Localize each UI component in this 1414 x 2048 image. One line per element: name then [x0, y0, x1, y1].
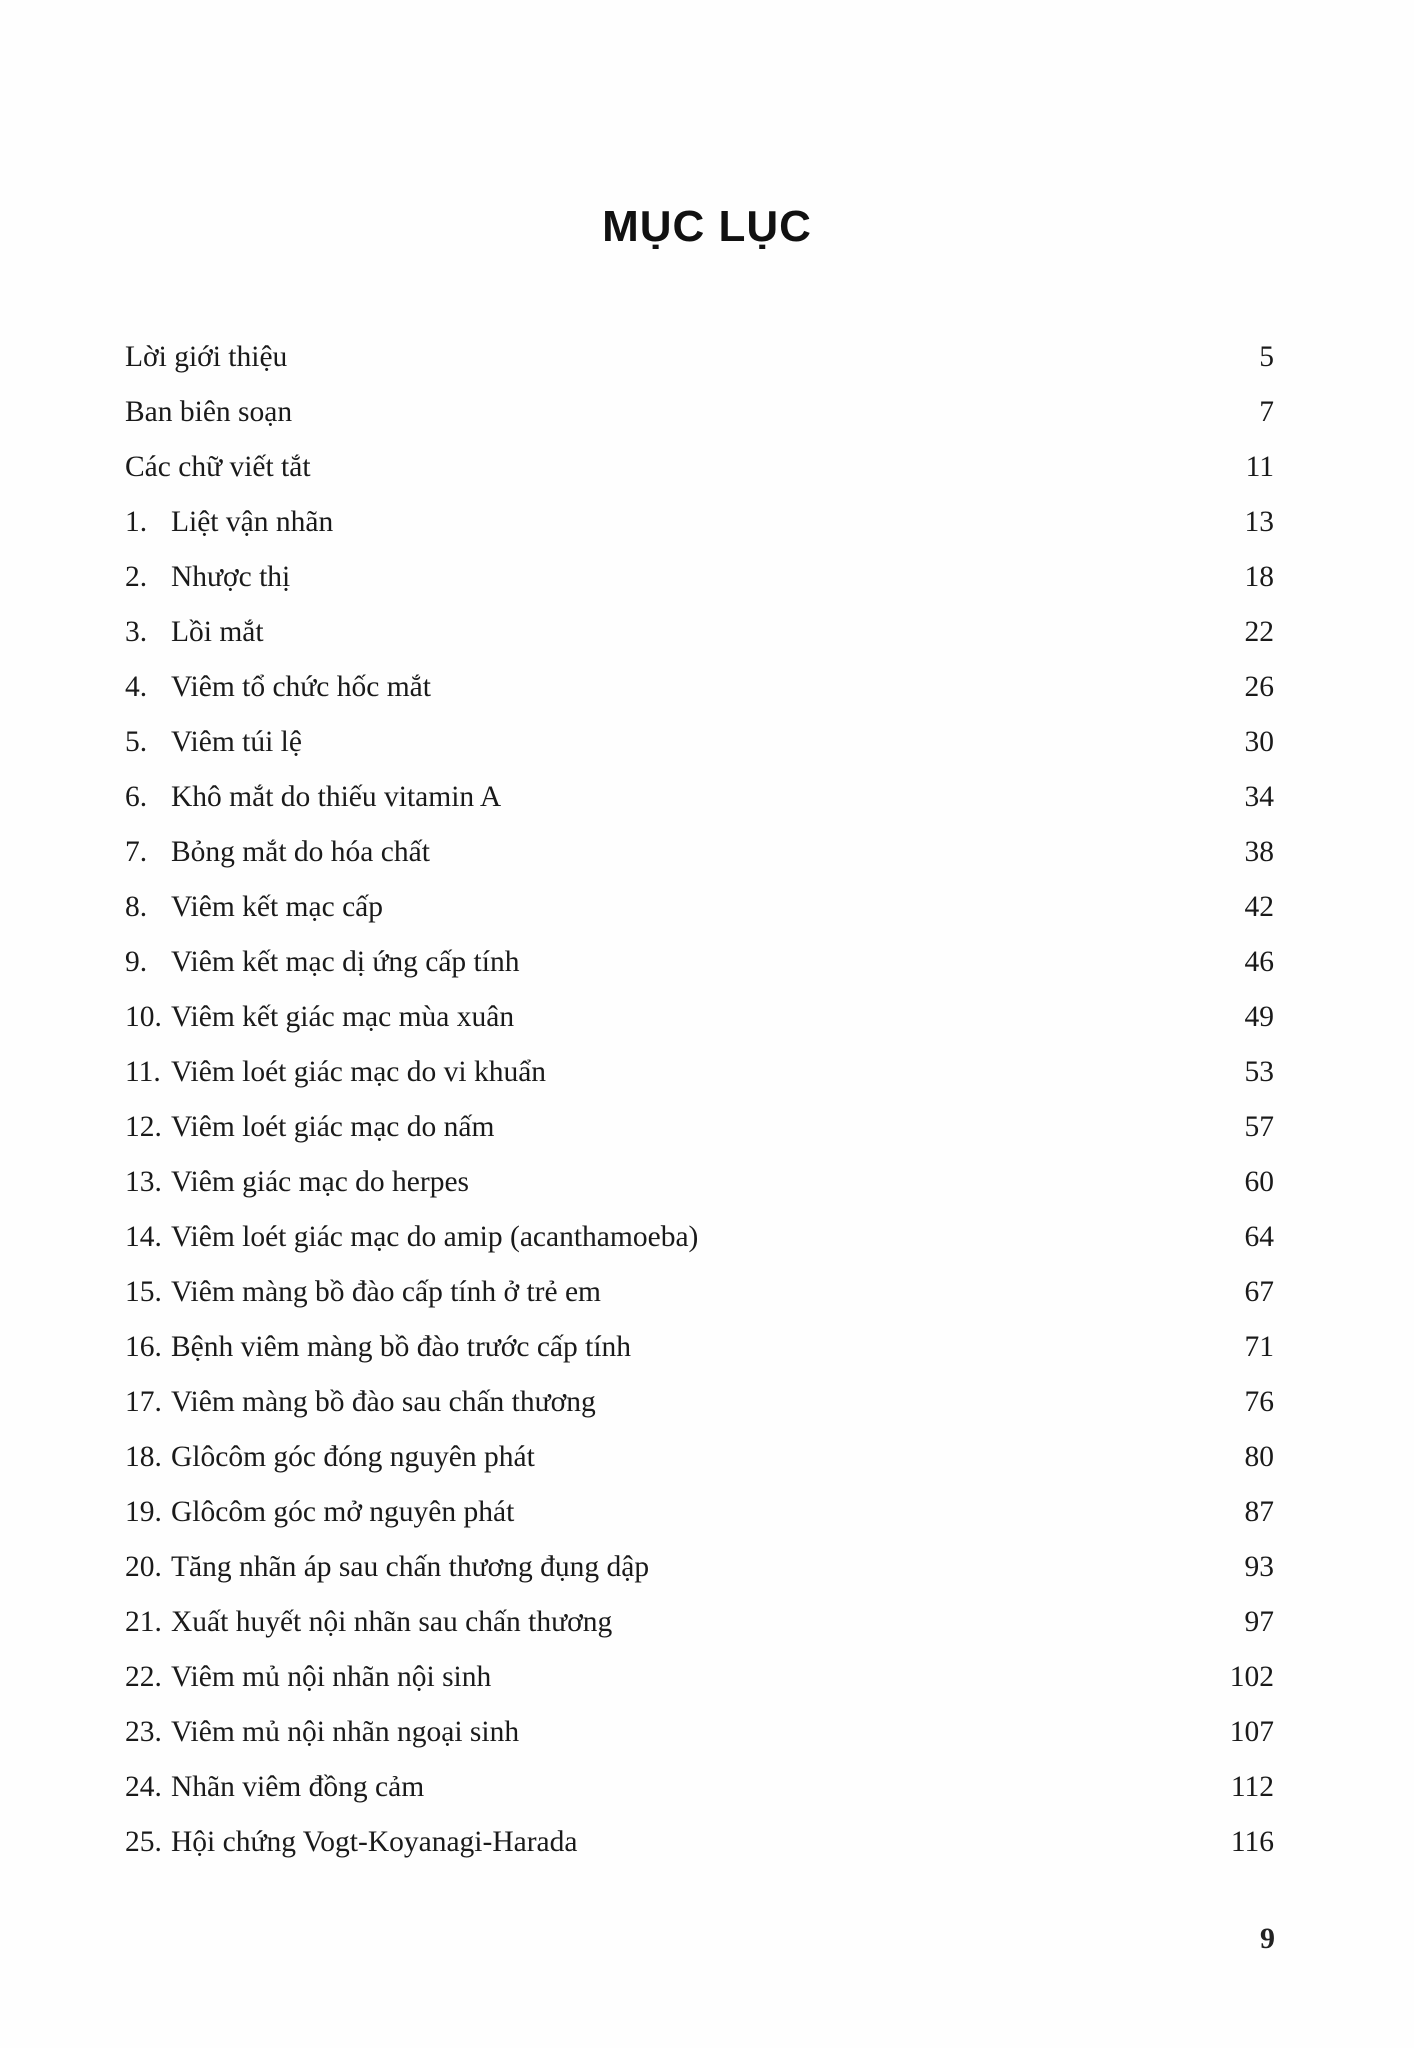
toc-entry-number: 12.: [125, 1111, 162, 1143]
toc-entry-number: 15.: [125, 1276, 162, 1308]
toc-entry-label: Bỏng mắt do hóa chất: [171, 836, 430, 868]
toc-entry: [125, 1815, 1274, 1870]
toc-entry-number: 7.: [125, 836, 148, 868]
table-of-contents: [125, 330, 1274, 1870]
toc-entry: [125, 1430, 1274, 1485]
toc-entry-page: 26: [1244, 671, 1274, 703]
toc-entry-number: 16.: [125, 1331, 162, 1363]
toc-entry-number: 18.: [125, 1441, 162, 1473]
toc-entry-label: Nhãn viêm đồng cảm: [171, 1771, 425, 1803]
toc-entry-page: 22: [1244, 616, 1274, 648]
toc-entry-number: 5.: [125, 726, 148, 758]
toc-entry: [125, 1650, 1274, 1705]
toc-dot-leader: [434, 832, 1243, 862]
toc-entry-page: 107: [1229, 1716, 1274, 1748]
toc-entry-page: 80: [1244, 1441, 1274, 1473]
toc-entry: [125, 385, 1274, 440]
toc-dot-leader: [294, 557, 1242, 587]
toc-entry: [125, 1045, 1274, 1100]
toc-entry-page: 30: [1244, 726, 1274, 758]
toc-dot-leader: [473, 1162, 1242, 1192]
toc-entry: [125, 1210, 1274, 1265]
toc-entry-label: Viêm kết mạc cấp: [171, 891, 384, 923]
toc-entry-label: Lời giới thiệu: [125, 341, 288, 373]
toc-entry-label: Hội chứng Vogt-Koyanagi-Harada: [171, 1826, 578, 1858]
toc-entry-label: Glôcôm góc đóng nguyên phát: [171, 1441, 535, 1473]
toc-entry: [125, 1705, 1274, 1760]
toc-entry-page: 11: [1245, 451, 1274, 483]
toc-entry-page: 46: [1244, 946, 1274, 978]
toc-entry: [125, 605, 1274, 660]
toc-dot-leader: [268, 612, 1243, 642]
toc-dot-leader: [428, 1767, 1229, 1797]
toc-dot-leader: [495, 1657, 1227, 1687]
toc-entry-page: 97: [1244, 1606, 1274, 1638]
toc-entry-label: Ban biên soạn: [125, 396, 293, 428]
toc-entry-label: Viêm giác mạc do herpes: [171, 1166, 470, 1198]
toc-dot-leader: [505, 777, 1242, 807]
toc-entry: [125, 330, 1274, 385]
toc-dot-leader: [653, 1547, 1242, 1577]
toc-dot-leader: [550, 1052, 1242, 1082]
toc-entry-label: Lồi mắt: [171, 616, 264, 648]
toc-entry-page: 64: [1244, 1221, 1274, 1253]
toc-entry-page: 67: [1244, 1276, 1274, 1308]
toc-dot-leader: [306, 722, 1243, 752]
toc-entry-page: 7: [1259, 396, 1274, 428]
toc-dot-leader: [518, 997, 1242, 1027]
toc-entry-page: 13: [1244, 506, 1274, 538]
toc-entry: [125, 495, 1274, 550]
toc-entry: [125, 440, 1274, 495]
toc-entry-number: 20.: [125, 1551, 162, 1583]
toc-entry-page: 18: [1244, 561, 1274, 593]
toc-dot-leader: [635, 1327, 1242, 1357]
toc-entry-label: Bệnh viêm màng bồ đào trước cấp tính: [171, 1331, 632, 1363]
toc-entry: [125, 660, 1274, 715]
toc-entry: [125, 1595, 1274, 1650]
toc-entry-page: 49: [1244, 1001, 1274, 1033]
toc-entry-label: Tăng nhãn áp sau chấn thương đụng dập: [171, 1551, 650, 1583]
toc-entry: [125, 770, 1274, 825]
toc-entry-number: 9.: [125, 946, 148, 978]
toc-entry: [125, 715, 1274, 770]
toc-entry-page: 53: [1244, 1056, 1274, 1088]
toc-entry-page: 34: [1244, 781, 1274, 813]
toc-entry: [125, 1155, 1274, 1210]
toc-entry: [125, 1485, 1274, 1540]
toc-entry-label: Nhược thị: [171, 561, 291, 593]
toc-entry-number: 22.: [125, 1661, 162, 1693]
toc-entry: [125, 1100, 1274, 1155]
page-title: MỤC LỤC: [602, 202, 812, 251]
toc-entry-page: 116: [1230, 1826, 1274, 1858]
toc-entry-page: 71: [1244, 1331, 1274, 1363]
toc-entry-label: Liệt vận nhãn: [171, 506, 334, 538]
toc-entry-page: 42: [1244, 891, 1274, 923]
toc-entry-page: 93: [1244, 1551, 1274, 1583]
toc-entry-label: Các chữ viết tắt: [125, 451, 311, 483]
toc-dot-leader: [605, 1272, 1243, 1302]
toc-entry-label: Viêm kết giác mạc mùa xuân: [171, 1001, 515, 1033]
toc-entry-page: 102: [1229, 1661, 1274, 1693]
toc-entry-number: 2.: [125, 561, 148, 593]
toc-dot-leader: [296, 392, 1257, 422]
toc-entry-number: 14.: [125, 1221, 162, 1253]
toc-dot-leader: [582, 1822, 1229, 1852]
toc-entry-label: Viêm mủ nội nhãn nội sinh: [171, 1661, 492, 1693]
toc-entry-label: Xuất huyết nội nhãn sau chấn thương: [171, 1606, 613, 1638]
toc-dot-leader: [498, 1107, 1242, 1137]
toc-entry-label: Viêm loét giác mạc do amip (acanthamoeba): [171, 1221, 699, 1253]
toc-entry-page: 60: [1244, 1166, 1274, 1198]
toc-entry-label: Viêm túi lệ: [171, 726, 302, 758]
toc-dot-leader: [518, 1492, 1242, 1522]
toc-entry: [125, 1540, 1274, 1595]
toc-entry-label: Viêm loét giác mạc do nấm: [171, 1111, 495, 1143]
toc-dot-leader: [315, 447, 1244, 477]
toc-entry: [125, 1320, 1274, 1375]
toc-dot-leader: [616, 1602, 1242, 1632]
toc-entry-number: 19.: [125, 1496, 162, 1528]
toc-entry: [125, 825, 1274, 880]
toc-entry-page: 57: [1244, 1111, 1274, 1143]
toc-entry-number: 8.: [125, 891, 148, 923]
toc-entry-label: Viêm kết mạc dị ứng cấp tính: [171, 946, 520, 978]
toc-entry-number: 23.: [125, 1716, 162, 1748]
toc-entry: [125, 935, 1274, 990]
toc-entry-label: Viêm màng bồ đào cấp tính ở trẻ em: [171, 1276, 601, 1308]
toc-entry-number: 11.: [125, 1056, 161, 1088]
page-number: 9: [1260, 1922, 1275, 1955]
toc-entry: [125, 1375, 1274, 1430]
toc-entry-number: 3.: [125, 616, 148, 648]
toc-entry-number: 1.: [125, 506, 148, 538]
toc-entry: [125, 990, 1274, 1045]
toc-entry: [125, 880, 1274, 935]
toc-entry-page: 38: [1244, 836, 1274, 868]
toc-dot-leader: [387, 887, 1242, 917]
toc-entry: [125, 1760, 1274, 1815]
toc-entry-number: 13.: [125, 1166, 162, 1198]
toc-entry-page: 5: [1259, 341, 1274, 373]
toc-dot-leader: [539, 1437, 1243, 1467]
toc-entry-number: 10.: [125, 1001, 162, 1033]
toc-dot-leader: [435, 667, 1243, 697]
toc-dot-leader: [523, 942, 1242, 972]
toc-dot-leader: [600, 1382, 1243, 1412]
toc-entry-number: 21.: [125, 1606, 162, 1638]
toc-entry-number: 25.: [125, 1826, 162, 1858]
toc-entry-label: Viêm màng bồ đào sau chấn thương: [171, 1386, 596, 1418]
toc-entry-page: 76: [1244, 1386, 1274, 1418]
toc-entry-page: 112: [1230, 1771, 1274, 1803]
toc-entry-number: 17.: [125, 1386, 162, 1418]
toc-dot-leader: [337, 502, 1242, 532]
toc-dot-leader: [702, 1217, 1242, 1247]
toc-entry: [125, 550, 1274, 605]
toc-entry-label: Glôcôm góc mở nguyên phát: [171, 1496, 515, 1528]
toc-entry-label: Viêm mủ nội nhãn ngoại sinh: [171, 1716, 520, 1748]
toc-entry-label: Viêm tổ chức hốc mắt: [171, 671, 431, 703]
toc-entry-number: 4.: [125, 671, 148, 703]
toc-entry-page: 87: [1244, 1496, 1274, 1528]
toc-entry-label: Viêm loét giác mạc do vi khuẩn: [171, 1056, 547, 1088]
toc-dot-leader: [523, 1712, 1228, 1742]
toc-dot-leader: [291, 337, 1257, 367]
toc-entry-number: 24.: [125, 1771, 162, 1803]
toc-entry-label: Khô mắt do thiếu vitamin A: [171, 781, 502, 813]
toc-entry: [125, 1265, 1274, 1320]
toc-entry-number: 6.: [125, 781, 148, 813]
